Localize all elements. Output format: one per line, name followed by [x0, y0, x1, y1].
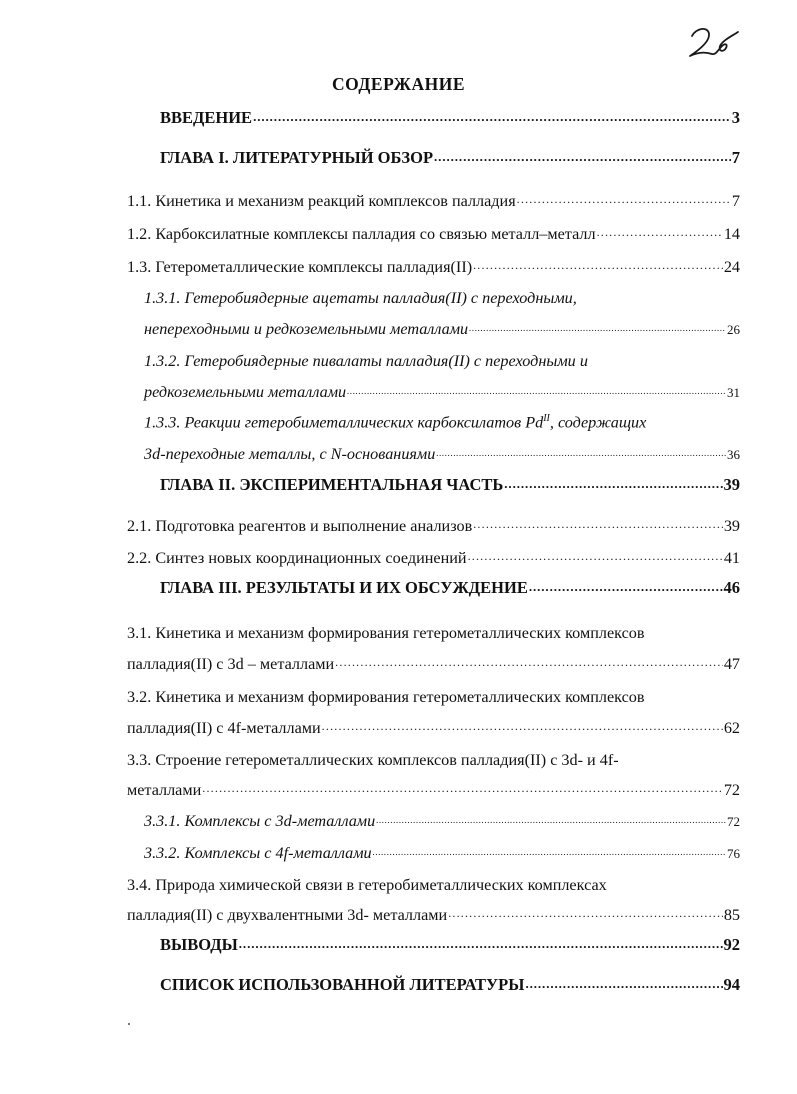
- toc-entry-text: 1.3.3. Реакции гетеробиметаллических карбоксилатов Pd: [144, 413, 544, 432]
- dot-leader: [473, 263, 723, 271]
- toc-entry-1-1[interactable]: [127, 193, 740, 209]
- toc-entry-text: , содержащих: [549, 413, 647, 432]
- dot-leader: [253, 115, 731, 123]
- toc-page-number: 85: [723, 906, 740, 924]
- toc-entry-chapter-3[interactable]: [160, 580, 740, 597]
- toc-entry-3-2[interactable]: [127, 720, 740, 736]
- toc-entry-3-1[interactable]: [127, 656, 740, 672]
- toc-entry-conclusions[interactable]: [160, 937, 740, 954]
- toc-entry-chapter-2[interactable]: [160, 477, 740, 494]
- toc-entry-3-3-1[interactable]: [144, 813, 740, 829]
- toc-page-number: 14: [723, 225, 740, 243]
- toc-page-number: 26: [727, 322, 740, 337]
- dot-leader: [436, 450, 726, 458]
- dot-leader: [335, 660, 723, 668]
- dot-leader: [468, 554, 723, 562]
- toc-entry-1-2[interactable]: [127, 226, 740, 242]
- toc-entry-text: 2.2. Синтез новых координационных соединений: [127, 549, 467, 567]
- toc-entry-3-4[interactable]: [127, 907, 740, 923]
- toc-entry-text: непереходными и редкоземельными металлами: [144, 320, 469, 338]
- toc-entry-1-3-3[interactable]: [144, 446, 740, 462]
- toc-entry-text: 1.1. Кинетика и механизм реакций комплексов палладия: [127, 192, 516, 210]
- toc-entry-text: палладия(II) с 4f-металлами: [127, 719, 321, 737]
- dot-leader: [239, 942, 723, 950]
- dot-leader: [597, 230, 723, 238]
- toc-entry-1-3-1-line1[interactable]: 1.3.1. Гетеробиядерные ацетаты палладия(II) с переходными,: [144, 289, 577, 307]
- toc-entry-1-3-1[interactable]: [144, 321, 740, 337]
- dot-leader: [525, 982, 722, 990]
- toc-page-number: 41: [723, 549, 740, 567]
- toc-entry-3-3[interactable]: [127, 782, 740, 798]
- page-title: СОДЕРЖАНИЕ: [331, 74, 465, 94]
- toc-entry-text: 3.3.1. Комплексы с 3d-металлами: [144, 812, 376, 830]
- toc-entry-text: ГЛАВА II. ЭКСПЕРИМЕНТАЛЬНАЯ ЧАСТЬ: [160, 475, 504, 494]
- toc-entry-text: редкоземельными металлами: [144, 383, 347, 401]
- toc-page-number: 76: [727, 846, 740, 861]
- toc-entry-1-3-3-line1[interactable]: [144, 413, 646, 432]
- toc-page-number: 24: [723, 258, 740, 276]
- toc-entry-text: 2.1. Подготовка реагентов и выполнение анализов: [127, 517, 473, 535]
- toc-entry-2-2[interactable]: [127, 550, 740, 566]
- toc-entry-text: 1.3. Гетерометаллические комплексы палладия(II): [127, 258, 473, 276]
- toc-entry-text: палладия(II) с двухвалентными 3d- металлами: [127, 906, 448, 924]
- toc-page-number: 36: [727, 447, 740, 462]
- toc-entry-text: ГЛАВА III. РЕЗУЛЬТАТЫ И ИХ ОБСУЖДЕНИЕ: [160, 578, 528, 597]
- toc-entry-3-3-line1[interactable]: 3.3. Строение гетерометаллических комплексов палладия(II) с 3d- и 4f-: [127, 751, 619, 769]
- toc-entry-1-3-2-line1[interactable]: 1.3.2. Гетеробиядерные пивалаты палладия(II) с переходными и: [144, 352, 588, 370]
- dot-leader: [504, 482, 722, 490]
- toc-entry-1-3[interactable]: [127, 259, 740, 275]
- toc-entry-3-1-line1[interactable]: 3.1. Кинетика и механизм формирования гетерометаллических комплексов: [127, 624, 645, 642]
- dot-leader: [529, 585, 723, 593]
- toc-page-number: 62: [723, 719, 740, 737]
- dot-leader: [448, 911, 723, 919]
- toc-page-number: 7: [731, 148, 740, 167]
- dot-leader: [373, 849, 726, 857]
- toc-entry-text: 3.3.2. Комплексы с 4f-металлами: [144, 844, 372, 862]
- toc-entry-text: ГЛАВА I. ЛИТЕРАТУРНЫЙ ОБЗОР: [160, 148, 434, 167]
- toc-entry-text: палладия(II) с 3d – металлами: [127, 655, 335, 673]
- dot-leader: [434, 155, 731, 163]
- toc-entry-text: 3d-переходные металлы, с N-основаниями: [144, 445, 436, 463]
- dot-leader: [376, 817, 726, 825]
- toc-entry-3-4-line1[interactable]: 3.4. Природа химической связи в гетеробиметаллических комплексах: [127, 876, 607, 894]
- handwritten-page-number: [682, 22, 742, 62]
- dot-leader: [517, 197, 731, 205]
- toc-page-number: 31: [727, 385, 740, 400]
- toc-entry-3-2-line1[interactable]: 3.2. Кинетика и механизм формирования гетерометаллических комплексов: [127, 688, 645, 706]
- toc-page-number: 39: [723, 517, 740, 535]
- toc-entry-1-3-2[interactable]: [144, 384, 740, 400]
- toc-entry-text: 1.2. Карбоксилатные комплексы палладия со связью металл–металл: [127, 225, 596, 243]
- oxidation-state-superscript: II: [543, 413, 550, 424]
- toc-page-number: 47: [723, 655, 740, 673]
- toc-entry-chapter-1[interactable]: [160, 150, 740, 167]
- toc-page-number: 7: [731, 192, 740, 210]
- dot-leader: [322, 724, 723, 732]
- toc-entry-3-3-2[interactable]: [144, 845, 740, 861]
- toc-page-number: 46: [723, 578, 740, 597]
- toc-entry-references[interactable]: [160, 977, 740, 994]
- dot-leader: [469, 325, 726, 333]
- toc-page-number: 3: [731, 108, 740, 127]
- toc-page-number: 39: [723, 475, 740, 494]
- toc-entry-2-1[interactable]: [127, 518, 740, 534]
- dot-leader: [347, 388, 726, 396]
- toc-entry-text: ВЫВОДЫ: [160, 935, 238, 954]
- toc-entry-text: ВВЕДЕНИЕ: [160, 108, 253, 127]
- toc-entry-text: СПИСОК ИСПОЛЬЗОВАННОЙ ЛИТЕРАТУРЫ: [160, 975, 525, 994]
- toc-entry-intro[interactable]: [160, 110, 740, 127]
- toc-page-number: 72: [727, 814, 740, 829]
- toc-entry-text: металлами: [127, 781, 202, 799]
- toc-page-number: 94: [723, 975, 740, 994]
- dot-leader: [202, 786, 723, 794]
- scan-speck: [128, 1023, 130, 1025]
- toc-page-number: 92: [723, 935, 740, 954]
- dot-leader: [473, 522, 723, 530]
- toc-page-number: 72: [723, 781, 740, 799]
